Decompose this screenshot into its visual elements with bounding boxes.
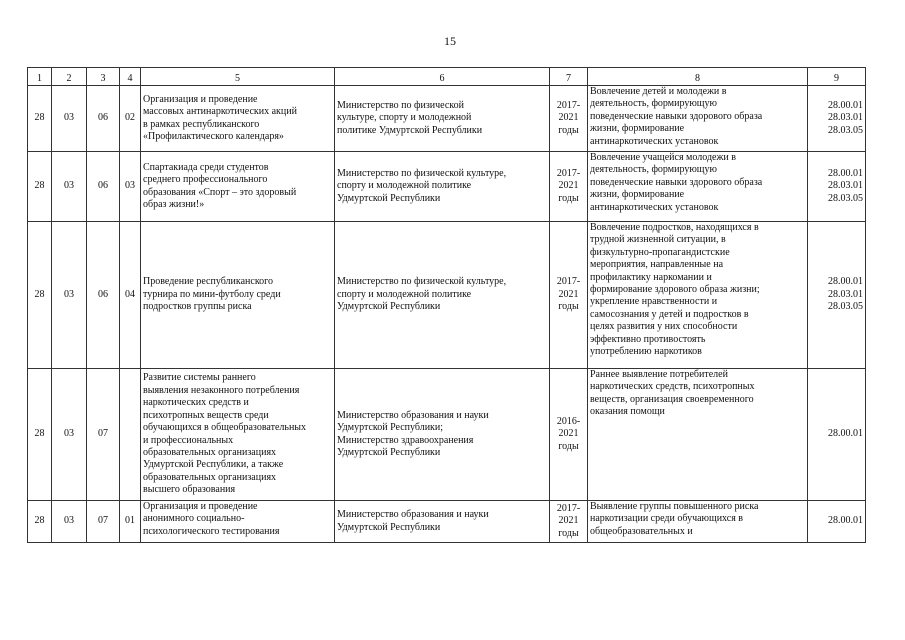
- main-activity-code: 07: [87, 501, 120, 543]
- responsible-executor: Министерство образования и науки Удмуртской Республики; Министерство здравоохранения Удмуртской Республики: [335, 369, 550, 501]
- program-activities-table: [27, 67, 866, 543]
- program-code: 28: [28, 152, 52, 222]
- subprogram-code: 03: [52, 86, 87, 152]
- main-activity-code: 06: [87, 222, 120, 369]
- subprogram-code: 03: [52, 222, 87, 369]
- activity-code: 02: [120, 86, 141, 152]
- column-header: 5: [141, 68, 335, 86]
- subprogram-code: 03: [52, 501, 87, 543]
- activity-name: Организация и проведение массовых антинаркотических акций в рамках республиканского «Профилактического календаря»: [141, 86, 335, 152]
- implementation-term: 2017- 2021 годы: [550, 501, 588, 543]
- main-activity-code: 07: [87, 369, 120, 501]
- table-row: [28, 369, 866, 501]
- expected-result: Раннее выявление потребителей наркотических средств, психотропных веществ, организация своевременного оказания помощи: [588, 369, 808, 501]
- table-row: [28, 501, 866, 543]
- table-row: [28, 222, 866, 369]
- column-header: 7: [550, 68, 588, 86]
- program-code: 28: [28, 501, 52, 543]
- activity-name: Организация и проведение анонимного социально- психологического тестирования: [141, 501, 335, 543]
- program-code: 28: [28, 369, 52, 501]
- activity-code: 01: [120, 501, 141, 543]
- subprogram-code: 03: [52, 152, 87, 222]
- implementation-term: 2016- 2021 годы: [550, 369, 588, 501]
- activity-name: Проведение республиканского турнира по мини-футболу среди подростков группы риска: [141, 222, 335, 369]
- column-header: 3: [87, 68, 120, 86]
- responsible-executor: Министерство по физической культуре, спорту и молодежной политике Удмуртской Республики: [335, 86, 550, 152]
- expected-result: Выявление группы повышенного риска наркотизации среди обучающихся в общеобразовательных и: [588, 501, 808, 543]
- program-code: 28: [28, 222, 52, 369]
- target-indicators: 28.00.01: [808, 501, 866, 543]
- target-indicators: 28.00.01 28.03.01 28.03.05: [808, 152, 866, 222]
- activity-name: Развитие системы раннего выявления незаконного потребления наркотических средств и психотропных веществ среди обучающихся в общеобразовательных и профессиональных образовательных организациях Удмуртской Республики, а также образовательных организациях высшего образования: [141, 369, 335, 501]
- implementation-term: 2017- 2021 годы: [550, 86, 588, 152]
- column-header: 1: [28, 68, 52, 86]
- responsible-executor: Министерство по физической культуре, спорту и молодежной политике Удмуртской Республики: [335, 222, 550, 369]
- implementation-term: 2017- 2021 годы: [550, 152, 588, 222]
- main-activity-code: 06: [87, 152, 120, 222]
- activity-code: [120, 369, 141, 501]
- main-activity-code: 06: [87, 86, 120, 152]
- target-indicators: 28.00.01 28.03.01 28.03.05: [808, 222, 866, 369]
- expected-result: Вовлечение детей и молодежи в деятельность, формирующую поведенческие навыки здорового образа жизни, формирование антинаркотических установок: [588, 86, 808, 152]
- expected-result: Вовлечение учащейся молодежи в деятельность, формирующую поведенческие навыки здорового образа жизни, формирование антинаркотических установок: [588, 152, 808, 222]
- table-row: [28, 86, 866, 152]
- target-indicators: 28.00.01 28.03.01 28.03.05: [808, 86, 866, 152]
- page-number: 15: [444, 34, 456, 48]
- subprogram-code: 03: [52, 369, 87, 501]
- activity-name: Спартакиада среди студентов среднего профессионального образования «Спорт – это здоровый образ жизни!»: [141, 152, 335, 222]
- target-indicators: 28.00.01: [808, 369, 866, 501]
- column-header: 4: [120, 68, 141, 86]
- responsible-executor: Министерство образования и науки Удмуртской Республики: [335, 501, 550, 543]
- table-row: [28, 152, 866, 222]
- column-header: 9: [808, 68, 866, 86]
- responsible-executor: Министерство по физической культуре, спорту и молодежной политике Удмуртской Республики: [335, 152, 550, 222]
- expected-result: Вовлечение подростков, находящихся в трудной жизненной ситуации, в физкультурно-пропагандистские мероприятия, направленные на профилактику наркомании и формирование здорового образа жизни; укрепление нравственности и самосознания у детей и подростков в целях развития у них способности эффективно противостоять употреблению наркотиков: [588, 222, 808, 369]
- activity-code: 03: [120, 152, 141, 222]
- column-header: 6: [335, 68, 550, 86]
- column-header: 8: [588, 68, 808, 86]
- program-code: 28: [28, 86, 52, 152]
- activity-code: 04: [120, 222, 141, 369]
- column-header: 2: [52, 68, 87, 86]
- header-row: [28, 68, 866, 86]
- implementation-term: 2017- 2021 годы: [550, 222, 588, 369]
